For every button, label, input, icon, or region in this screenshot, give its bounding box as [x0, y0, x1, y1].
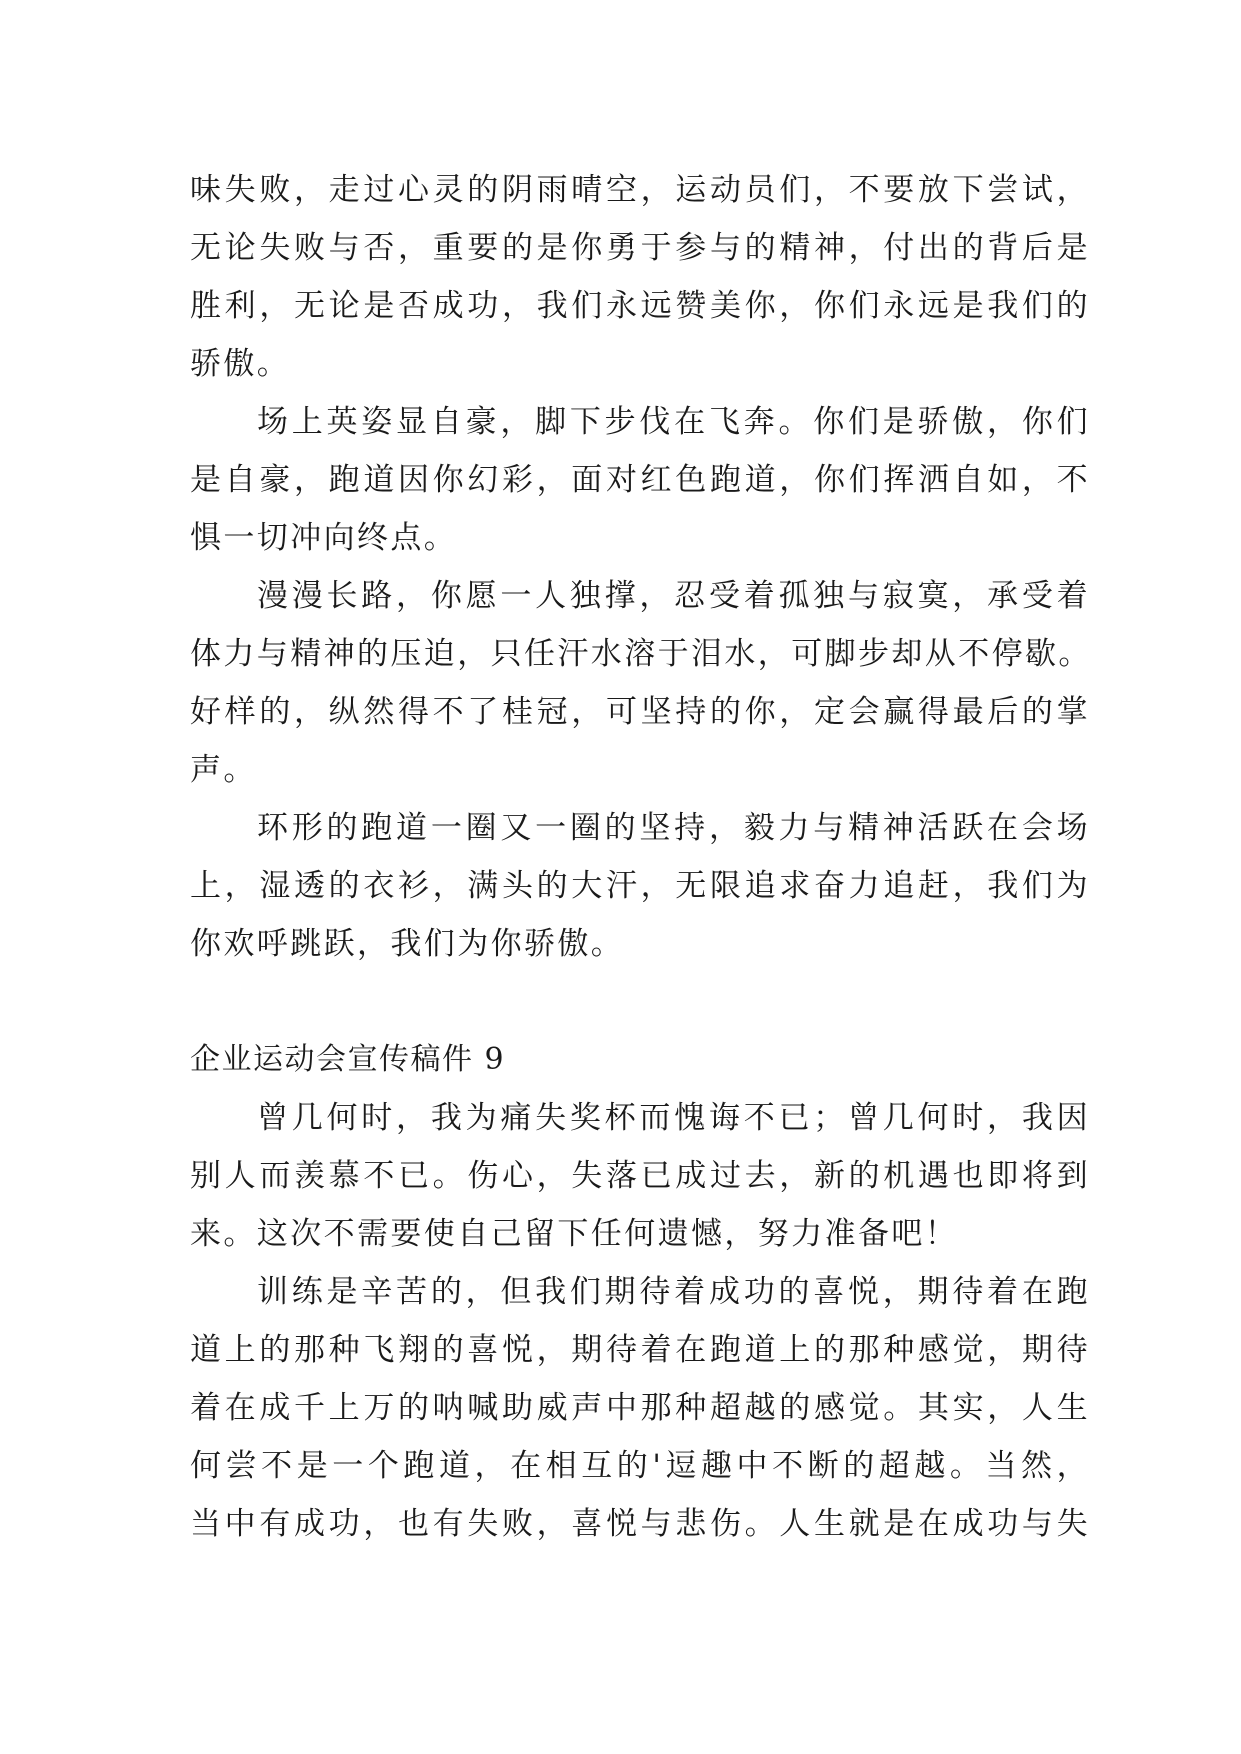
- paragraph-line: 着在成千上万的呐喊助威声中那种超越的感觉。其实，人生: [190, 1390, 1090, 1426]
- paragraph-line: 好样的，纵然得不了桂冠，可坚持的你，定会赢得最后的掌: [190, 694, 1090, 730]
- paragraph-line: 惧一切冲向终点。: [190, 520, 458, 556]
- paragraph-line: 场上英姿显自豪，脚下步伐在飞奔。你们是骄傲，你们: [257, 404, 1090, 440]
- paragraph-line: 体力与精神的压迫，只任汗水溶于泪水，可脚步却从不停歇。: [190, 636, 1092, 672]
- section-heading: 企业运动会宣传稿件 9: [190, 1042, 506, 1077]
- paragraph-line: 道上的那种飞翔的喜悦，期待着在跑道上的那种感觉，期待: [190, 1332, 1090, 1368]
- paragraph-line: 漫漫长路，你愿一人独撑，忍受着孤独与寂寞，承受着: [257, 578, 1090, 614]
- paragraph-line: 何尝不是一个跑道，在相互的'逗趣中不断的超越。当然，: [190, 1448, 1090, 1484]
- paragraph-line: 骄傲。: [190, 346, 291, 382]
- paragraph-line: 是自豪，跑道因你幻彩，面对红色跑道，你们挥洒自如，不: [190, 462, 1090, 498]
- paragraph-line: 你欢呼跳跃，我们为你骄傲。: [190, 926, 625, 962]
- paragraph-line: 环形的跑道一圈又一圈的坚持，毅力与精神活跃在会场: [257, 810, 1090, 846]
- paragraph-line: 无论失败与否，重要的是你勇于参与的精神，付出的背后是: [190, 230, 1090, 266]
- paragraph-line: 声。: [190, 752, 257, 788]
- paragraph-line: 上，湿透的衣衫，满头的大汗，无限追求奋力追赶，我们为: [190, 868, 1090, 904]
- paragraph-line: 当中有成功，也有失败，喜悦与悲伤。人生就是在成功与失: [190, 1506, 1090, 1542]
- paragraph-line: 胜利，无论是否成功，我们永远赞美你，你们永远是我们的: [190, 288, 1090, 324]
- paragraph-line: 味失败，走过心灵的阴雨晴空，运动员们，不要放下尝试，: [190, 172, 1090, 208]
- paragraph-line: 训练是辛苦的，但我们期待着成功的喜悦，期待着在跑: [257, 1274, 1090, 1310]
- paragraph-line: 来。这次不需要使自己留下任何遗憾，努力准备吧！: [190, 1216, 959, 1252]
- paragraph-line: 曾几何时，我为痛失奖杯而愧诲不已；曾几何时，我因: [257, 1100, 1090, 1136]
- paragraph-line: 别人而羡慕不已。伤心，失落已成过去，新的机遇也即将到: [190, 1158, 1090, 1194]
